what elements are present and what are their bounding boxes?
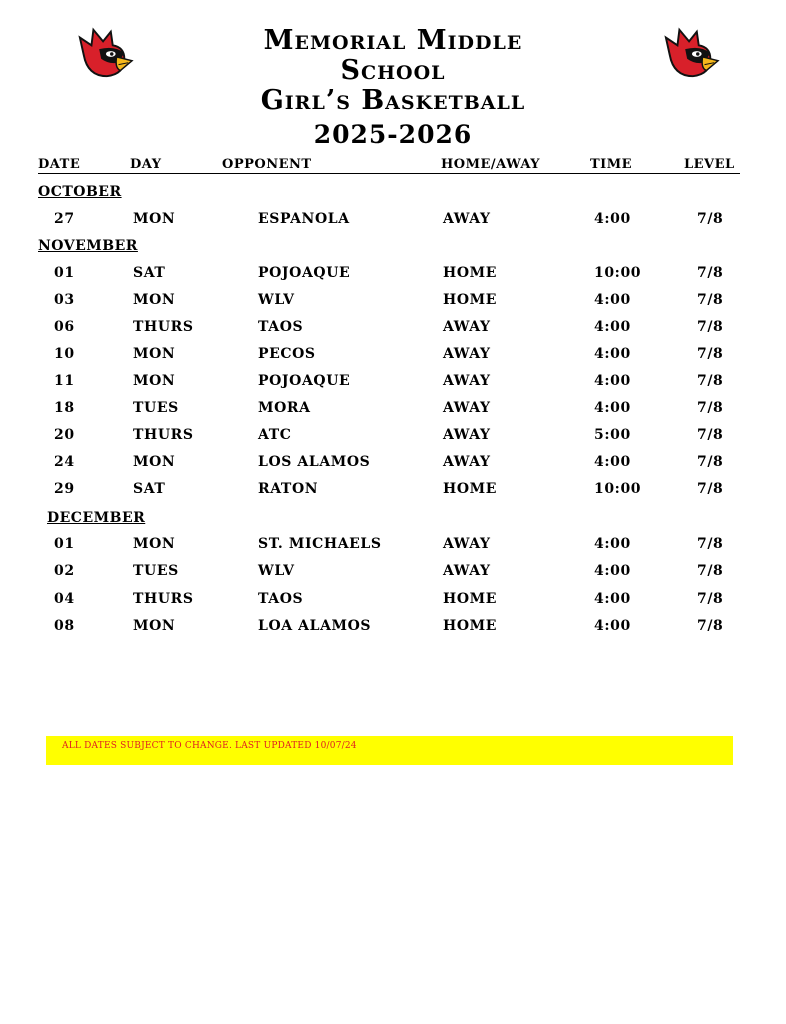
game-day: MON	[133, 346, 176, 362]
month-heading-october: OCTOBER	[38, 184, 122, 200]
game-day: TUES	[133, 400, 179, 416]
game-day: TUES	[133, 563, 179, 579]
game-date: 01	[54, 265, 75, 281]
table-row	[0, 209, 786, 229]
game-date: 02	[54, 563, 75, 579]
game-home-away: AWAY	[443, 373, 491, 389]
table-row	[0, 263, 786, 283]
game-level: 7/8	[697, 481, 724, 497]
game-date: 29	[54, 481, 75, 497]
game-opponent: LOA ALAMOS	[258, 618, 372, 634]
game-level: 7/8	[697, 454, 724, 470]
game-day: MON	[133, 618, 176, 634]
game-day: THURS	[133, 427, 194, 443]
table-row	[0, 344, 786, 364]
table-row	[0, 452, 786, 472]
schedule-notice-text: ALL DATES SUBJECT TO CHANGE. LAST UPDATED 10/07/24	[62, 741, 357, 751]
table-row	[0, 398, 786, 418]
game-level: 7/8	[697, 211, 724, 227]
game-time: 4:00	[594, 536, 631, 552]
game-level: 7/8	[697, 563, 724, 579]
game-home-away: HOME	[443, 265, 497, 281]
game-level: 7/8	[697, 265, 724, 281]
game-home-away: HOME	[443, 618, 497, 634]
game-date: 27	[54, 211, 75, 227]
game-home-away: AWAY	[443, 563, 491, 579]
game-date: 18	[54, 400, 75, 416]
game-home-away: AWAY	[443, 536, 491, 552]
game-date: 24	[54, 454, 75, 470]
game-opponent: ATC	[258, 427, 292, 443]
game-level: 7/8	[697, 292, 724, 308]
table-row	[0, 290, 786, 310]
title-line-3: Girl’s Basketball	[260, 85, 526, 116]
page-title	[0, 26, 786, 150]
game-opponent: PECOS	[258, 346, 316, 362]
game-home-away: HOME	[443, 292, 497, 308]
game-opponent: WLV	[258, 292, 295, 308]
title-line-1: Memorial Middle	[263, 25, 523, 56]
game-time: 4:00	[594, 454, 631, 470]
game-level: 7/8	[697, 536, 724, 552]
game-home-away: AWAY	[443, 400, 491, 416]
column-header-opponent: OPPONENT	[222, 157, 312, 172]
game-day: MON	[133, 211, 176, 227]
game-home-away: AWAY	[443, 427, 491, 443]
game-home-away: AWAY	[443, 319, 491, 335]
game-level: 7/8	[697, 373, 724, 389]
game-level: 7/8	[697, 346, 724, 362]
table-row	[0, 534, 786, 554]
game-home-away: HOME	[443, 481, 497, 497]
game-date: 06	[54, 319, 75, 335]
game-home-away: HOME	[443, 591, 497, 607]
game-time: 4:00	[594, 400, 631, 416]
game-opponent: POJOAQUE	[258, 265, 351, 281]
table-row	[0, 317, 786, 337]
table-row	[0, 561, 786, 581]
game-level: 7/8	[697, 591, 724, 607]
game-home-away: AWAY	[443, 346, 491, 362]
game-date: 04	[54, 591, 75, 607]
game-time: 5:00	[594, 427, 631, 443]
game-time: 10:00	[594, 265, 642, 281]
game-home-away: AWAY	[443, 211, 491, 227]
game-time: 4:00	[594, 563, 631, 579]
table-row	[0, 479, 786, 499]
title-line-2: School	[340, 55, 446, 86]
game-level: 7/8	[697, 400, 724, 416]
game-date: 08	[54, 618, 75, 634]
game-day: MON	[133, 292, 176, 308]
game-opponent: WLV	[258, 563, 295, 579]
game-day: MON	[133, 373, 176, 389]
game-opponent: TAOS	[258, 319, 304, 335]
game-time: 10:00	[594, 481, 642, 497]
game-date: 10	[54, 346, 75, 362]
table-row	[0, 425, 786, 445]
game-time: 4:00	[594, 346, 631, 362]
month-heading-december: DECEMBER	[47, 510, 146, 526]
game-level: 7/8	[697, 427, 724, 443]
column-header-home-away: HOME/AWAY	[441, 157, 541, 172]
game-time: 4:00	[594, 292, 631, 308]
game-date: 03	[54, 292, 75, 308]
column-header-date: DATE	[38, 157, 81, 172]
game-date: 20	[54, 427, 75, 443]
game-time: 4:00	[594, 618, 631, 634]
game-day: SAT	[133, 481, 166, 497]
game-opponent: LOS ALAMOS	[258, 454, 371, 470]
table-row	[0, 589, 786, 609]
game-time: 4:00	[594, 319, 631, 335]
game-home-away: AWAY	[443, 454, 491, 470]
game-opponent: RATON	[258, 481, 319, 497]
game-level: 7/8	[697, 618, 724, 634]
game-opponent: MORA	[258, 400, 311, 416]
game-opponent: TAOS	[258, 591, 304, 607]
schedule-notice-banner	[46, 736, 733, 765]
game-level: 7/8	[697, 319, 724, 335]
game-day: THURS	[133, 319, 194, 335]
game-opponent: ST. MICHAELS	[258, 536, 382, 552]
game-day: THURS	[133, 591, 194, 607]
table-row	[0, 616, 786, 636]
column-header-time: TIME	[590, 157, 633, 172]
column-header-level: LEVEL	[684, 157, 735, 172]
column-header-day: DAY	[130, 157, 162, 172]
game-day: SAT	[133, 265, 166, 281]
game-time: 4:00	[594, 373, 631, 389]
game-day: MON	[133, 454, 176, 470]
season-year: 2025-2026	[313, 120, 473, 149]
game-opponent: ESPANOLA	[258, 211, 350, 227]
game-date: 11	[54, 373, 75, 389]
game-time: 4:00	[594, 211, 631, 227]
table-row	[0, 371, 786, 391]
header-divider	[38, 173, 740, 174]
game-opponent: POJOAQUE	[258, 373, 351, 389]
game-date: 01	[54, 536, 75, 552]
game-day: MON	[133, 536, 176, 552]
month-heading-november: NOVEMBER	[38, 238, 138, 254]
game-time: 4:00	[594, 591, 631, 607]
